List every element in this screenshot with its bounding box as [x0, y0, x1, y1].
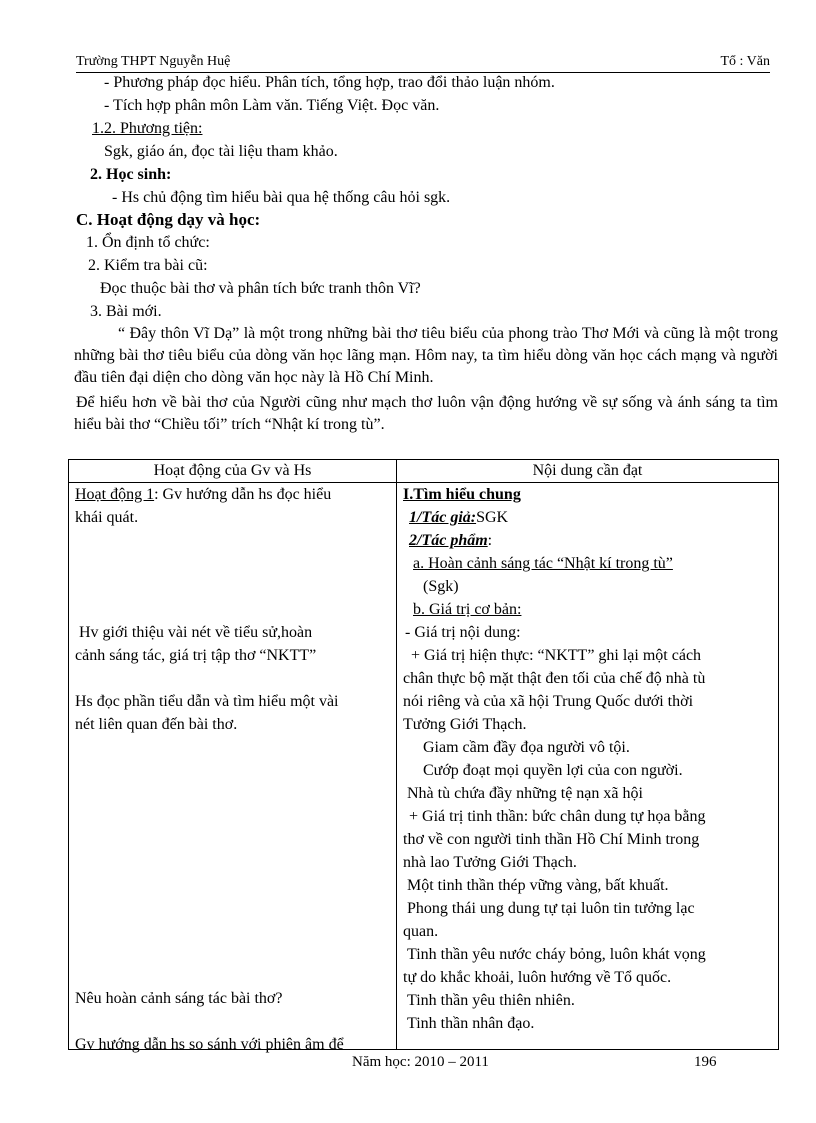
activities-cell: [69, 483, 397, 1053]
integration-line: - Tích hợp phân môn Làm văn. Tiếng Việt. Đọc văn.: [104, 97, 440, 114]
students-line: - Hs chủ động tìm hiểu bài qua hệ thống câu hỏi sgk.: [112, 189, 451, 206]
spiritual-point-5: Tinh thần nhân đạo.: [407, 1015, 535, 1032]
section-means-heading: 1.2. Phương tiện:: [92, 120, 203, 137]
intro-paragraph-1: “ Đây thôn Vĩ Dạ” là một trong những bài thơ tiêu biểu của phong trào Thơ Mới và cũng là một trong những bài thơ tiêu biểu của dòng văn học lãng mạn. Hôm nay, ta tìm hiểu dòng văn học cách mạng và người đầu tiên đại diện cho dòng văn học này là Hồ Chí Minh.: [74, 325, 778, 386]
author-line: [409, 508, 508, 528]
realistic-value-line-1: + Giá trị hiện thực: “NKTT” ghi lại một cách: [411, 647, 702, 664]
column-header-content: Nội dung cần đạt: [397, 460, 779, 483]
work-colon: :: [487, 532, 493, 549]
realistic-point-3: Nhà tù chứa đầy những tệ nạn xã hội: [407, 785, 643, 802]
spiritual-point-4: Tinh thần yêu thiên nhiên.: [407, 992, 575, 1009]
realistic-value-line-4: Tưởng Giới Thạch.: [403, 716, 527, 733]
hv-line-2: cảnh sáng tác, giá trị tập thơ “NKTT”: [75, 647, 317, 664]
step-2: 2. Kiểm tra bài cũ:: [88, 257, 208, 274]
values-heading: b. Giá trị cơ bản:: [413, 601, 522, 618]
hs-line-1: Hs đọc phần tiểu dẫn và tìm hiểu một vài: [75, 693, 339, 710]
students-heading: 2. Học sinh:: [90, 166, 172, 183]
spiritual-point-3-cont: tự do khắc khoải, luôn hướng về Tổ quốc.: [403, 969, 672, 986]
activity-1-line-2: khái quát.: [75, 509, 139, 526]
activity-1-label: Hoạt động 1: [75, 486, 155, 503]
old-lesson-question: Đọc thuộc bài thơ và phân tích bức tranh thôn Vĩ?: [100, 280, 421, 297]
realistic-value-line-2: chân thực bộ mặt thật đen tối của chế độ nhà tù: [403, 670, 706, 687]
activity-1-text: : Gv hướng dẫn hs đọc hiểu: [154, 486, 332, 503]
intro-paragraph-2: Để hiểu hơn về bài thơ của Người cũng như mạch thơ luôn vận động hướng về sự sống và ánh sáng ta tìm hiểu bài thơ “Chiều tối” trích “Nhật kí trong tù”.: [74, 394, 778, 433]
spiritual-value-line-1: + Giá trị tinh thần: bức chân dung tự họa bằng: [409, 808, 706, 825]
author-value: SGK: [476, 509, 509, 526]
context-heading: a. Hoàn cảnh sáng tác “Nhật kí trong tù”: [413, 555, 673, 572]
spiritual-value-line-3: nhà lao Tưởng Giới Thạch.: [403, 854, 577, 871]
page-number: 196: [694, 1054, 717, 1070]
spiritual-point-2-cont: quan.: [403, 923, 439, 940]
guide-line: Gv hướng dẫn hs so sánh với phiên âm để: [75, 1036, 344, 1053]
column-header-activities: Hoạt động của Gv và Hs: [69, 460, 397, 483]
author-label: 1/Tác giả:: [409, 509, 477, 526]
activity-table: [68, 459, 779, 1053]
activity-1-line: [75, 485, 331, 505]
question-line: Nêu hoàn cảnh sáng tác bài thơ?: [75, 990, 283, 1007]
content-value-heading: - Giá trị nội dung:: [405, 624, 521, 641]
spiritual-point-1: Một tinh thần thép vững vàng, bất khuất.: [407, 877, 669, 894]
context-value: (Sgk): [423, 578, 459, 595]
spiritual-point-3: Tinh thần yêu nước cháy bỏng, luôn khát vọng: [407, 946, 706, 963]
means-line: Sgk, giáo án, đọc tài liệu tham khảo.: [104, 143, 338, 160]
step-3: 3. Bài mới.: [90, 303, 162, 320]
step-1: 1. Ổn định tổ chức:: [86, 234, 210, 251]
realistic-value-line-3: nói riêng và của xã hội Trung Quốc dưới thời: [403, 693, 694, 710]
activities-heading: C. Hoạt động dạy và học:: [76, 210, 261, 229]
spiritual-value-line-2: thơ về con người tinh thần Hồ Chí Minh trong: [403, 831, 700, 848]
method-line: - Phương pháp đọc hiểu. Phân tích, tổng hợp, trao đổi thảo luận nhóm.: [104, 74, 555, 91]
school-year: Năm học: 2010 – 2011: [352, 1054, 489, 1070]
hv-line-1: Hv giới thiệu vài nét về tiểu sử,hoàn: [79, 624, 313, 641]
work-label: 2/Tác phẩm: [409, 532, 488, 549]
spiritual-point-2: Phong thái ung dung tự tại luôn tin tưởng lạc: [407, 900, 695, 917]
content-cell: [397, 483, 779, 1050]
realistic-point-1: Giam cầm đầy đọa người vô tội.: [423, 739, 630, 756]
department: Tổ : Văn: [720, 54, 770, 69]
school-name: Trường THPT Nguyễn Huệ: [76, 54, 231, 69]
page-header: [76, 52, 770, 73]
hs-line-2: nét liên quan đến bài thơ.: [75, 716, 238, 733]
general-heading: I.Tìm hiểu chung: [403, 486, 521, 503]
realistic-point-2: Cướp đoạt mọi quyền lợi của con người.: [423, 762, 683, 779]
work-line: [409, 531, 492, 551]
